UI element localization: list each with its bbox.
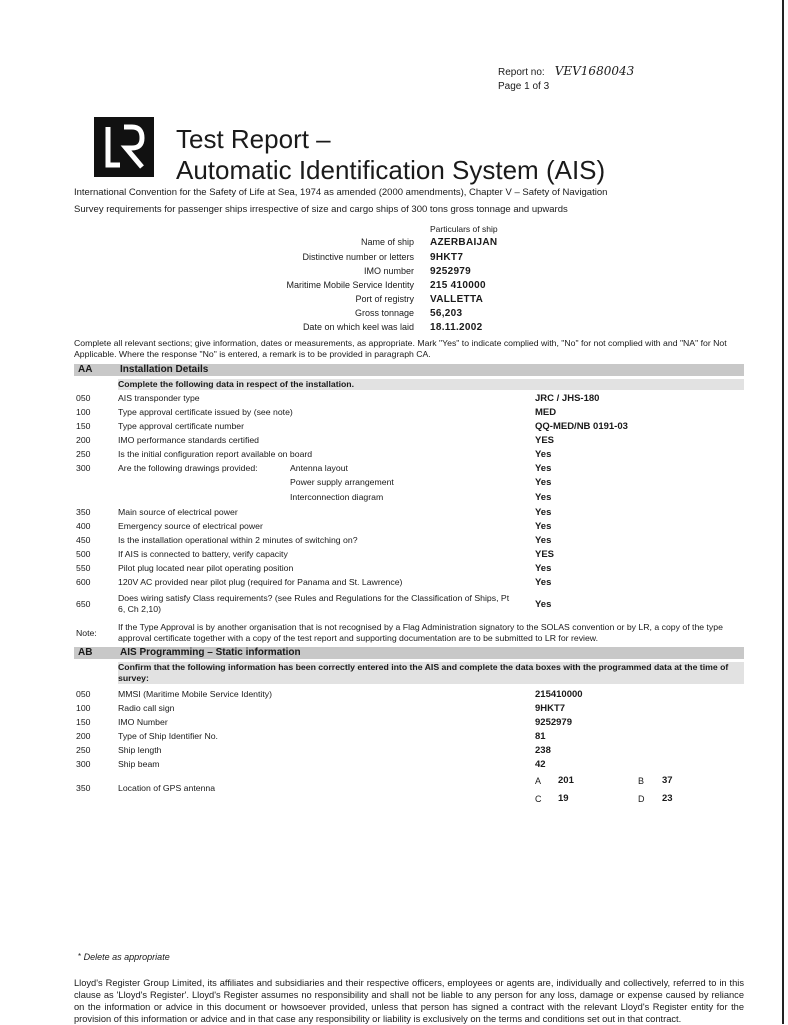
section-name: AIS Programming – Static information: [120, 647, 301, 658]
particulars-row: [0, 294, 788, 308]
section-aa-instruction: Complete the following data in respect of the installation.: [118, 379, 744, 390]
particulars-row: [0, 322, 788, 336]
drawing-label: Interconnection diagram: [290, 492, 384, 502]
item-value: 215410000: [535, 689, 583, 700]
item-value: Yes: [535, 477, 552, 488]
table-row: [0, 593, 788, 617]
item-value: Yes: [535, 521, 552, 532]
item-number: 450: [76, 535, 91, 545]
particular-value: AZERBAIJAN: [430, 237, 498, 248]
disclaimer-text: Lloyd's Register Group Limited, its affiliates and subsidiaries and their respective officers, employees or agents are, individually and collectively, referred to in this clause as 'Lloyd's Register'. Lloyd's Register assumes no responsibility and shall not be liable to any person for any loss, damage or expense caused by reliance on the information or advice in this document or howsoever provided, unless that person has signed a contract with the relevant Lloyd's Register entity for the provision of this information or advice and in that case any responsibility or liability is exclusively on the terms and conditions set out in that contract.: [74, 978, 744, 1024]
item-description: Are the following drawings provided:: [118, 463, 258, 473]
section-ab-instruction: Confirm that the following information has been correctly entered into the AIS and complete the data boxes with the programmed data at the time of survey:: [118, 662, 744, 684]
item-value: Yes: [535, 463, 552, 474]
particular-value: 215 410000: [430, 280, 486, 291]
item-description: Is the installation operational within 2 minutes of switching on?: [118, 535, 358, 545]
item-description: Radio call sign: [118, 703, 175, 713]
footnote-text: Delete as appropriate: [83, 952, 170, 962]
footnote: * Delete as appropriate: [78, 952, 170, 962]
item-value: JRC / JHS-180: [535, 393, 600, 404]
item-value: QQ-MED/NB 0191-03: [535, 421, 628, 432]
item-value: Yes: [535, 577, 552, 588]
intro-convention: International Convention for the Safety of Life at Sea, 1974 as amended (2000 amendments), Chapter V – Safety of Navigation: [74, 187, 608, 198]
page-title-line1: Test Report –: [176, 124, 331, 154]
item-value: 9252979: [535, 717, 572, 728]
particulars-row: [0, 308, 788, 322]
particular-label: IMO number: [363, 266, 414, 276]
item-value: Yes: [535, 492, 552, 503]
table-row: [0, 745, 788, 759]
gps-value-a: 201: [558, 775, 574, 786]
item-description: Ship beam: [118, 759, 160, 769]
item-value: MED: [535, 407, 557, 418]
gps-key-d: D: [638, 794, 645, 804]
particular-label: Maritime Mobile Service Identity: [286, 280, 414, 290]
item-number: 350: [76, 783, 91, 793]
gps-antenna-grid: [0, 774, 788, 810]
item-description: Type approval certificate issued by (see note): [118, 407, 293, 417]
item-value: 238: [535, 745, 551, 756]
item-number: 650: [76, 599, 91, 609]
particular-value: VALLETTA: [430, 294, 484, 305]
item-description: MMSI (Maritime Mobile Service Identity): [118, 689, 272, 699]
gps-value-d: 23: [662, 793, 673, 804]
item-number: 050: [76, 689, 91, 699]
report-number-block: [498, 64, 634, 94]
item-description: Type of Ship Identifier No.: [118, 731, 218, 741]
item-value: 42: [535, 759, 546, 770]
table-row: [0, 507, 788, 521]
item-value: Yes: [535, 535, 552, 546]
particular-label: Date on which keel was laid: [302, 322, 414, 332]
particular-label: Name of ship: [360, 237, 414, 247]
table-row: [0, 549, 788, 563]
table-row: [0, 703, 788, 717]
report-no-label: Report no:: [498, 67, 545, 78]
item-value: YES: [535, 435, 555, 446]
table-row: [0, 731, 788, 745]
page-indicator: Page 1 of 3: [498, 81, 550, 92]
item-number: 100: [76, 703, 91, 713]
item-description: IMO Number: [118, 717, 168, 727]
item-number: 050: [76, 393, 91, 403]
item-description: Pilot plug located near pilot operating position: [118, 563, 294, 573]
table-row: [0, 421, 788, 435]
item-number: 150: [76, 717, 91, 727]
particular-label: Port of registry: [355, 294, 414, 304]
table-row: [0, 463, 788, 477]
particulars-header: Particulars of ship: [430, 224, 498, 234]
item-value: Yes: [535, 507, 552, 518]
particulars-row: [0, 280, 788, 294]
lloyds-register-logo: [94, 117, 154, 177]
table-row: [0, 689, 788, 703]
instructions-paragraph: Complete all relevant sections; give information, dates or measurements, as appropriate. Mark "Yes" to indicate complied with, "No" for not complied with and "NA" for Not Applicable. Where the response "No" is entered, a remark is to be provided in paragraph CA.: [74, 338, 727, 359]
gps-key-b: B: [638, 776, 645, 786]
section-code: AB: [78, 647, 93, 658]
item-value: Yes: [535, 449, 552, 460]
item-number: 400: [76, 521, 91, 531]
item-number: 200: [76, 731, 91, 741]
item-description: Main source of electrical power: [118, 507, 238, 517]
item-number: 500: [76, 549, 91, 559]
item-description: AIS transponder type: [118, 393, 200, 403]
item-description: IMO performance standards certified: [118, 435, 259, 445]
particular-label: Gross tonnage: [354, 308, 414, 318]
table-row: [0, 407, 788, 421]
item-value: Yes: [535, 563, 552, 574]
item-number: 250: [76, 745, 91, 755]
item-value: 9HKT7: [535, 703, 566, 714]
drawing-row: [0, 477, 788, 491]
item-value: 81: [535, 731, 546, 742]
table-row: [0, 563, 788, 577]
particular-value: 56,203: [430, 308, 463, 319]
section-name: Installation Details: [120, 364, 209, 375]
section-code: AA: [78, 364, 93, 375]
item-number: 100: [76, 407, 91, 417]
item-value: YES: [535, 549, 555, 560]
drawing-label: Antenna layout: [290, 463, 348, 473]
item-number: 300: [76, 759, 91, 769]
table-row: [0, 521, 788, 535]
note-text: If the Type Approval is by another organisation that is not recognised by a Flag Administration signatory to the SOLAS convention or by LR, a copy of the type approval certificate together with a copy of the test report and supporting documentation are to be submitted to LR for review.: [118, 622, 723, 643]
item-number: 200: [76, 435, 91, 445]
item-description: Type approval certificate number: [118, 421, 245, 431]
particular-label: Distinctive number or letters: [302, 252, 414, 262]
item-number: 250: [76, 449, 91, 459]
item-description: Is the initial configuration report available on board: [118, 449, 313, 459]
table-row: [0, 435, 788, 449]
item-number: 150: [76, 421, 91, 431]
table-row: [0, 393, 788, 407]
particular-value: 9HKT7: [430, 252, 464, 263]
section-header-ab: [74, 647, 744, 659]
section-header-aa: [74, 364, 744, 376]
item-description: 120V AC provided near pilot plug (required for Panama and St. Lawrence): [118, 577, 403, 587]
drawing-label: Power supply arrangement: [290, 477, 394, 487]
particular-value: 9252979: [430, 266, 472, 277]
page-title-line2: Automatic Identification System (AIS): [176, 155, 606, 185]
gps-key-c: C: [535, 794, 542, 804]
particulars-row: [0, 252, 788, 266]
item-number: 300: [76, 463, 91, 473]
item-number: 600: [76, 577, 91, 587]
item-description: Location of GPS antenna: [118, 783, 216, 793]
item-description: Does wiring satisfy Class requirements? (see Rules and Regulations for the Classification of Ships, Pt 6, Ch 2,10): [118, 593, 510, 614]
item-description: Emergency source of electrical power: [118, 521, 263, 531]
particulars-row: [0, 237, 788, 251]
table-row: [0, 449, 788, 463]
item-number: 550: [76, 563, 91, 573]
particulars-row: [0, 266, 788, 280]
note-label: Note:: [76, 628, 97, 638]
particular-value: 18.11.2002: [430, 322, 483, 333]
report-no-value: VEV1680043: [554, 64, 635, 78]
item-description: If AIS is connected to battery, verify capacity: [118, 549, 288, 559]
gps-value-b: 37: [662, 775, 673, 786]
item-description: Ship length: [118, 745, 162, 755]
table-row: [0, 577, 788, 591]
gps-key-a: A: [535, 776, 542, 786]
table-row: [0, 717, 788, 731]
drawing-row: [0, 492, 788, 506]
table-row: [0, 535, 788, 549]
item-value: Yes: [535, 599, 552, 610]
item-number: 350: [76, 507, 91, 517]
gps-value-c: 19: [558, 793, 569, 804]
table-row: [0, 759, 788, 773]
intro-survey-requirements: Survey requirements for passenger ships irrespective of size and cargo ships of 300 tons gross tonnage and upwards: [74, 204, 568, 215]
